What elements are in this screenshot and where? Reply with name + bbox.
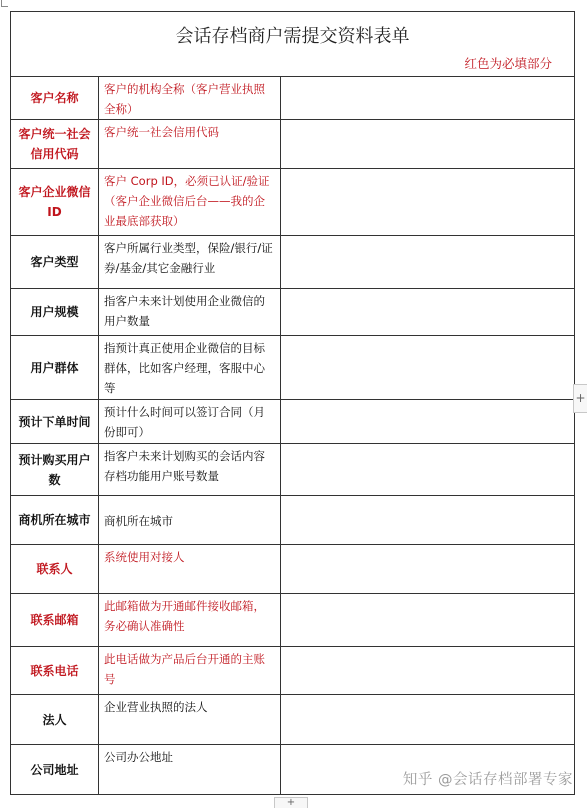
input-cell[interactable] (281, 496, 575, 545)
input-cell[interactable] (281, 120, 575, 169)
field-description: 客户 Corp ID，必须已认证/验证（客户企业微信后台——我的企业最底部获取） (99, 169, 281, 236)
table-row (11, 545, 575, 594)
field-label: 预计下单时间 (11, 400, 99, 444)
add-column-button[interactable]: + (573, 384, 587, 413)
field-description: 企业营业执照的法人 (99, 695, 281, 745)
input-cell[interactable] (281, 289, 575, 336)
submission-form-table (10, 11, 575, 795)
field-label: 客户企业微信ID (11, 169, 99, 236)
field-label: 联系电话 (11, 647, 99, 695)
field-label: 预计购买用户数 (11, 444, 99, 496)
title-row (11, 12, 575, 77)
field-description: 系统使用对接人 (99, 545, 281, 594)
title-cell (11, 12, 575, 77)
field-description: 客户的机构全称（客户营业执照全称） (99, 77, 281, 120)
field-label: 用户群体 (11, 336, 99, 400)
table-row (11, 236, 575, 289)
table-row (11, 289, 575, 336)
field-description: 客户所属行业类型，保险/银行/证券/基金/其它金融行业 (99, 236, 281, 289)
input-cell[interactable] (281, 594, 575, 647)
table-row (11, 77, 575, 120)
field-description: 指预计真正使用企业微信的目标群体，比如客户经理，客服中心等 (99, 336, 281, 400)
field-label: 商机所在城市 (11, 496, 99, 545)
field-label: 联系人 (11, 545, 99, 594)
field-label: 用户规模 (11, 289, 99, 336)
input-cell[interactable] (281, 77, 575, 120)
input-cell[interactable] (281, 336, 575, 400)
table-row (11, 120, 575, 169)
table-row (11, 496, 575, 545)
watermark-text: 知乎 @会话存档部署专家 (402, 772, 573, 788)
field-label: 法人 (11, 695, 99, 745)
field-label: 联系邮箱 (11, 594, 99, 647)
required-note: 红色为必填部分 (464, 56, 553, 71)
input-cell[interactable] (281, 545, 575, 594)
field-label: 公司地址 (11, 745, 99, 795)
field-description: 指客户未来计划购买的会话内容存档功能用户账号数量 (99, 444, 281, 496)
table-row (11, 594, 575, 647)
field-description: 此邮箱做为开通邮件接收邮箱，务必确认准确性 (99, 594, 281, 647)
field-description: 客户统一社会信用代码 (99, 120, 281, 169)
field-label: 客户类型 (11, 236, 99, 289)
field-label: 客户名称 (11, 77, 99, 120)
table-row (11, 169, 575, 236)
input-cell[interactable] (281, 647, 575, 695)
field-description: 指客户未来计划使用企业微信的用户数量 (99, 289, 281, 336)
table-row (11, 647, 575, 695)
add-row-button[interactable]: + (274, 797, 308, 808)
field-description: 商机所在城市 (99, 496, 281, 545)
field-description: 公司办公地址 (99, 745, 281, 795)
field-description: 预计什么时间可以签订合同（月份即可） (99, 400, 281, 444)
table-row (11, 336, 575, 400)
field-description: 此电话做为产品后台开通的主账号 (99, 647, 281, 695)
corner-mark (1, 0, 8, 7)
table-row (11, 695, 575, 745)
form-title: 会话存档商户需提交资料表单 (175, 26, 410, 47)
table-row (11, 444, 575, 496)
field-label: 客户统一社会信用代码 (11, 120, 99, 169)
input-cell[interactable] (281, 695, 575, 745)
input-cell[interactable] (281, 400, 575, 444)
input-cell[interactable] (281, 444, 575, 496)
input-cell[interactable] (281, 169, 575, 236)
table-row (11, 400, 575, 444)
input-cell[interactable] (281, 236, 575, 289)
